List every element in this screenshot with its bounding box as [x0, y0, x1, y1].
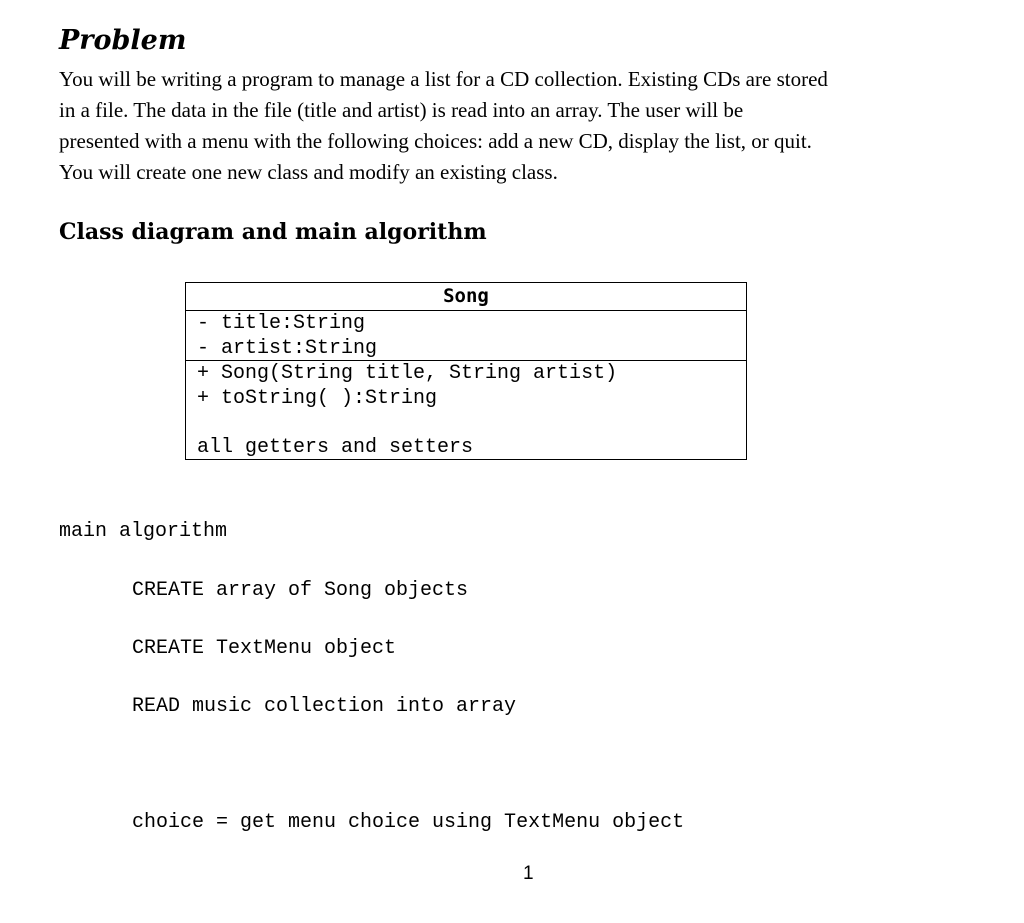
description-line: presented with a menu with the following choices: add a new CD, display the list, or quit. — [59, 129, 812, 153]
description-line: You will create one new class and modify an existing class. — [59, 160, 558, 184]
algorithm-label: main algorithm — [59, 520, 228, 543]
section-heading: Class diagram and main algorithm — [59, 219, 487, 245]
algorithm-step: CREATE TextMenu object — [132, 637, 397, 660]
attribute-title: - title:String — [197, 312, 366, 335]
attribute-artist: - artist:String — [197, 337, 378, 360]
description-line: in a file. The data in the file (title and artist) is read into an array. The user will be — [59, 98, 744, 122]
spacer — [197, 411, 746, 435]
getters-setters-note: all getters and setters — [197, 436, 474, 459]
class-attributes — [186, 311, 746, 361]
problem-heading: Problem — [59, 25, 187, 56]
method-tostring: + toString( ):String — [197, 387, 438, 410]
page-number: 1 — [523, 863, 534, 884]
algorithm-step: READ music collection into array — [132, 695, 517, 718]
method-constructor: + Song(String title, String artist) — [197, 362, 618, 385]
song-class-diagram — [185, 282, 747, 460]
problem-description — [59, 64, 1009, 188]
algorithm-step: CREATE array of Song objects — [132, 579, 469, 602]
class-name: Song — [186, 283, 746, 311]
description-line: You will be writing a program to manage a list for a CD collection. Existing CDs are stored — [59, 67, 828, 91]
algorithm-step: choice = get menu choice using TextMenu object — [132, 811, 685, 834]
class-methods — [186, 361, 746, 460]
